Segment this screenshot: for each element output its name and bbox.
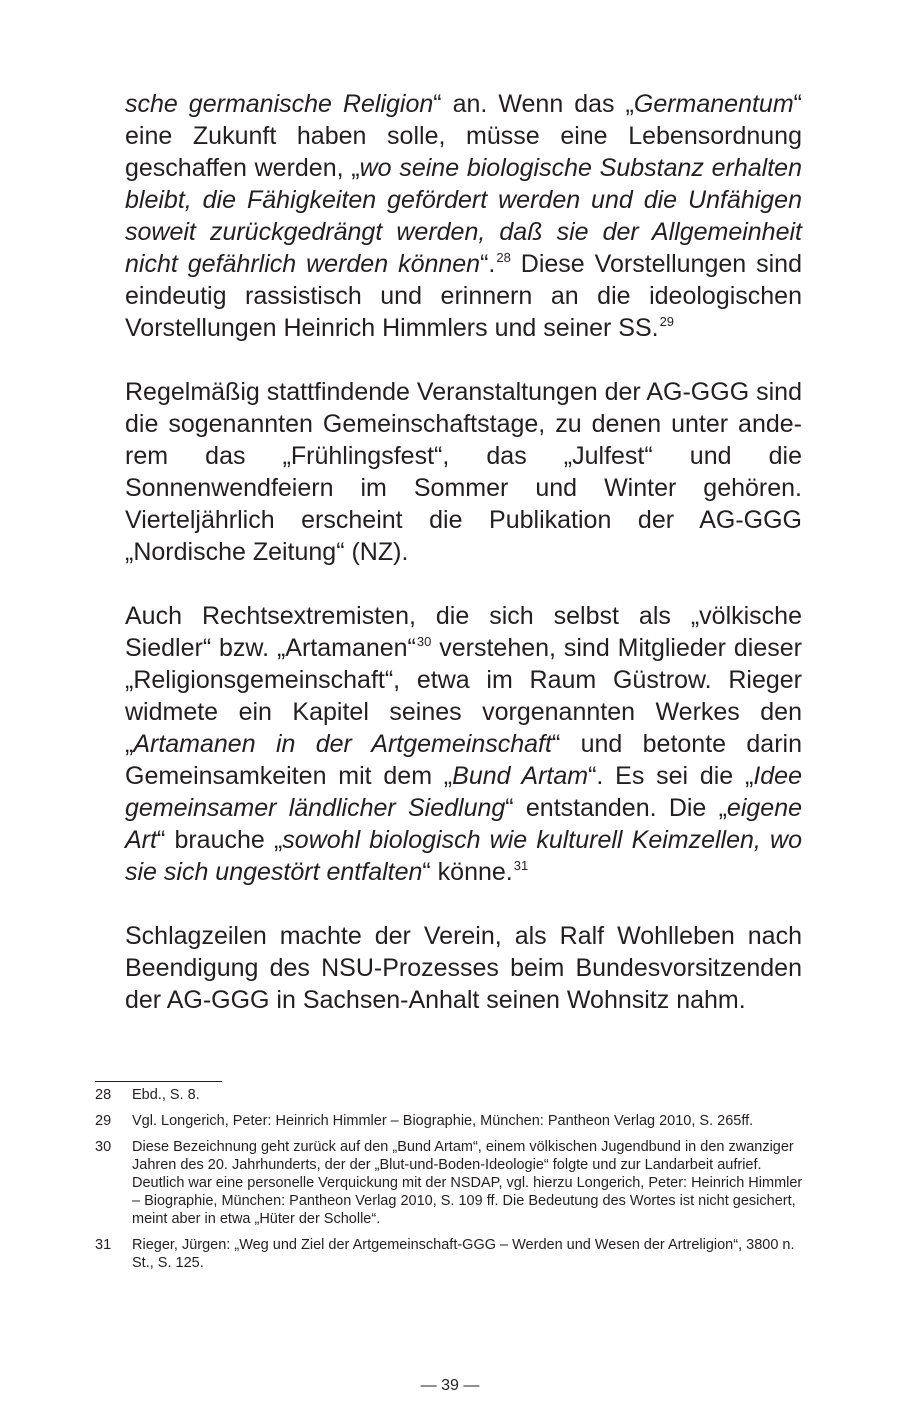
footnote-reference: 31 xyxy=(513,858,529,873)
footnote xyxy=(95,1086,805,1104)
italic-text: sowohl biologisch wie kulturell Keimzellen, wo sie sich ungestört entfalten xyxy=(125,826,802,886)
text-run: “ an. Wenn das „ xyxy=(433,90,634,118)
footnote-text: Vgl. Longerich, Peter: Heinrich Himmler – Biographie, München: Pantheon Verlag 2010, S. 265ff. xyxy=(132,1113,754,1129)
text-run: Auch Rechtsextremisten, die sich selbst als „völkische Siedler“ bzw. „Artamanen“ xyxy=(125,602,802,662)
footnote-text: Rieger, Jürgen: „Weg und Ziel der Artgemeinschaft-GGG – Werden und Wesen der Artreligion“, 3800 n. St., S. 125. xyxy=(132,1237,795,1271)
italic-text: Germanentum xyxy=(633,90,794,118)
text-run: “. Es sei die „ xyxy=(588,762,754,790)
footnote-number: 30 xyxy=(95,1139,112,1155)
text-run: verstehen, sind Mitglieder dieser „Religionsgemeinschaft“, etwa im Raum Güstrow. Rieger widmete ein Kapitel seines vorgenannten Werkes den „ xyxy=(125,634,802,758)
text-run: “. xyxy=(480,250,496,278)
italic-text: eigene Art xyxy=(125,794,802,854)
footnote xyxy=(95,1236,805,1272)
text-run: “ könne. xyxy=(422,858,513,886)
footnote xyxy=(95,1138,805,1228)
italic-text: Idee gemeinsamer ländlicher Siedlung xyxy=(125,762,802,822)
footnote-number: 31 xyxy=(95,1237,112,1253)
footnote-text: Diese Bezeichnung geht zurück auf den „Bund Artam“, einem völkischen Jugendbund in den zwanziger Jahren des 20. Jahrhunderts, der der „Blut-und-Boden-Ideologie“ folgte und zur Landarbeit aufrief. Deutlich war eine personelle Verquickung mit der NSDAP, vgl. hierzu Longerich, Peter: Heinrich Himmler – Biographie, München: Pantheon Verlag 2010, S. 109 ff. Die Bedeutung des Wortes ist nicht gesichert, meint aber in etwa „Hüter der Scholle“. xyxy=(132,1139,803,1227)
footnote xyxy=(95,1112,805,1130)
footnote-reference: 28 xyxy=(496,250,511,265)
paragraph xyxy=(125,88,802,344)
text-run: Diese Vorstellungen sind eindeutig rassistisch und erinnern an die ideologischen Vorstellungen Heinrich Himmlers und seiner SS. xyxy=(125,250,802,342)
text-run: Schlagzeilen machte der Verein, als Ralf Wohlleben nach Beendigung des NSU-Prozesses beim Bundesvorsitzenden der AG-GGG in Sachsen-Anhalt seinen Wohnsitz nahm. xyxy=(125,922,802,1014)
italic-text: Bund Artam xyxy=(452,762,589,790)
page-number: — 39 — xyxy=(420,1377,480,1394)
footnote-text: Ebd., S. 8. xyxy=(132,1087,200,1103)
footnote-reference: 30 xyxy=(416,634,432,649)
paragraph xyxy=(125,376,802,568)
body-text xyxy=(125,88,802,1016)
italic-text: sche germanische Religion xyxy=(125,90,434,118)
text-run: “ brauche „ xyxy=(156,826,283,854)
footnote-reference: 29 xyxy=(659,314,675,329)
paragraph xyxy=(125,920,802,1016)
text-run: Regelmäßig stattfindende Veranstaltungen der AG-GGG sind die sogenannten Gemeinschaftstage, zu denen unter anderem das „Frühlingsfest“, das „Julfest“ und die Sonnenwendfeiern im Sommer und Winter gehören. Vierteljährlich erscheint die Publikation der AG-GGG „Nordische Zeitung“ (NZ). xyxy=(125,378,802,566)
paragraph xyxy=(125,600,802,888)
italic-text: Artamanen in der Artgemeinschaft xyxy=(133,730,552,758)
footnote-number: 29 xyxy=(95,1113,112,1129)
footnotes xyxy=(95,1086,805,1280)
text-run: “ und betonte darin Gemeinsamkeiten mit dem „ xyxy=(125,730,802,790)
footnote-number: 28 xyxy=(95,1087,112,1103)
text-run: “ entstanden. Die „ xyxy=(505,794,727,822)
text-run: “ eine Zukunft haben solle, müsse eine Lebensordnung geschaffen werden, „ xyxy=(125,90,802,182)
italic-text: wo seine biologische Substanz erhalten bleibt, die Fähigkeiten gefördert werden und die Unfähigen soweit zurückgedrängt werden, daß sie der Allgemeinheit nicht gefährlich werden können xyxy=(125,154,802,278)
footnote-separator xyxy=(95,1081,222,1082)
